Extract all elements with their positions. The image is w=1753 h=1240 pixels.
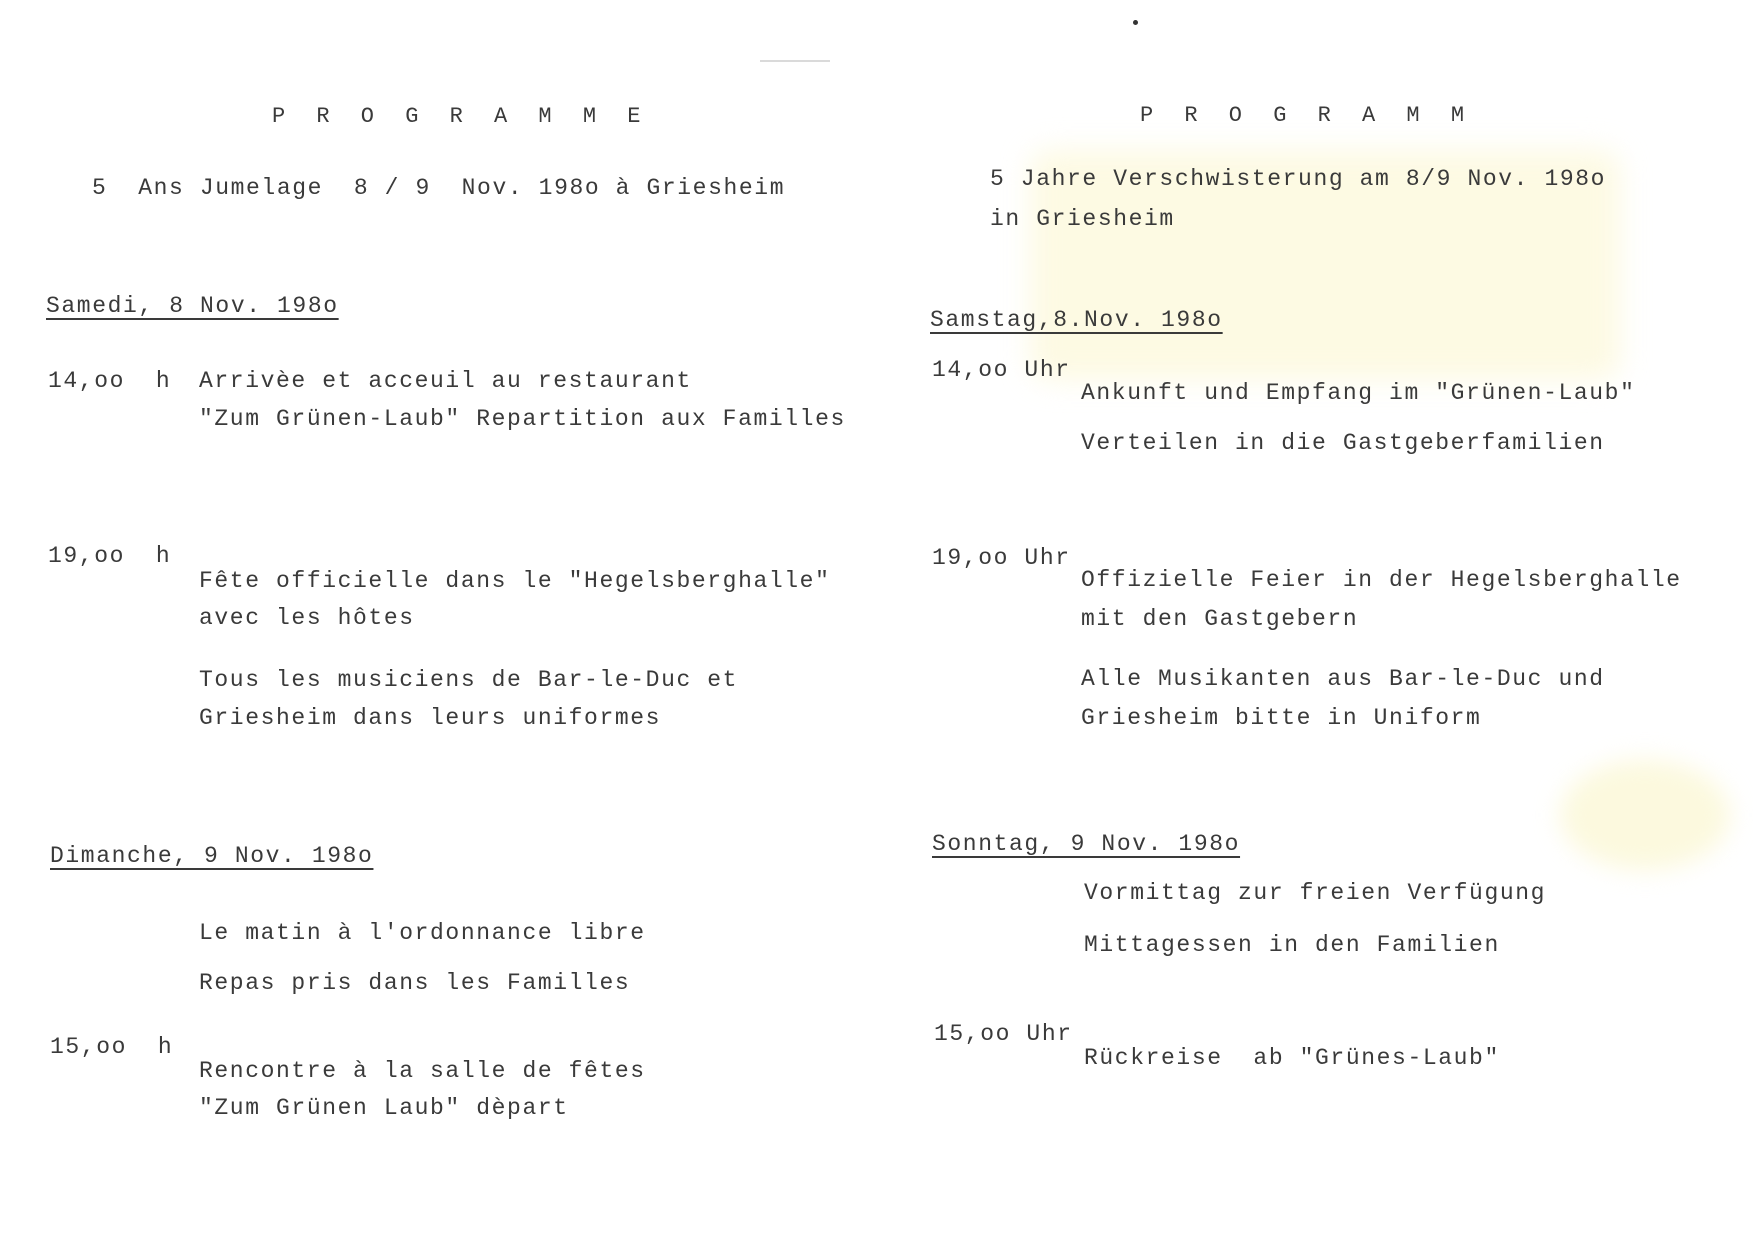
german-subtitle-line1: 5 Jahre Verschwisterung am 8/9 Nov. 198o	[990, 166, 1607, 192]
german-event1-line2: Verteilen in die Gastgeberfamilien	[1081, 430, 1605, 456]
german-event2-line4: Griesheim bitte in Uniform	[1081, 705, 1482, 731]
german-day1-heading: Samstag,8.Nov. 198o	[930, 307, 1223, 333]
french-day2-line2: Repas pris dans les Familles	[199, 970, 631, 996]
french-event1-line2: "Zum Grünen-Laub" Repartition aux Familles	[199, 406, 846, 432]
french-event3-time: 15,oo h	[50, 1034, 174, 1060]
paper-smudge	[760, 60, 830, 62]
french-event3-line1: Rencontre à la salle de fêtes	[199, 1058, 646, 1084]
french-event2-line1: Fête officielle dans le "Hegelsberghalle"	[199, 568, 831, 594]
german-event1-time: 14,oo Uhr	[932, 357, 1071, 383]
french-day2-heading: Dimanche, 9 Nov. 198o	[50, 843, 374, 869]
german-event1-line1: Ankunft und Empfang im "Grünen-Laub"	[1081, 380, 1636, 406]
german-title: P R O G R A M M	[1140, 103, 1474, 128]
french-event2-line3: Tous les musiciens de Bar-le-Duc et	[199, 667, 739, 693]
french-event1-time: 14,oo h	[48, 368, 172, 394]
french-event2-time: 19,oo h	[48, 543, 172, 569]
german-event3-line1: Rückreise ab "Grünes-Laub"	[1084, 1045, 1500, 1071]
german-day2-heading: Sonntag, 9 Nov. 198o	[932, 831, 1241, 857]
french-event1-line1: Arrivèe et acceuil au restaurant	[199, 368, 692, 394]
german-day2-line2: Mittagessen in den Familien	[1084, 932, 1500, 958]
french-title: P R O G R A M M E	[272, 104, 650, 129]
french-subtitle: 5 Ans Jumelage 8 / 9 Nov. 198o à Griesheim	[92, 175, 786, 201]
german-subtitle-line2: in Griesheim	[990, 206, 1175, 232]
german-event2-time: 19,oo Uhr	[932, 545, 1071, 571]
german-event2-line1: Offizielle Feier in der Hegelsberghalle	[1081, 567, 1682, 593]
german-event3-time: 15,oo Uhr	[934, 1021, 1073, 1047]
german-event2-line3: Alle Musikanten aus Bar-le-Duc und	[1081, 666, 1605, 692]
french-event3-line2: "Zum Grünen Laub" dèpart	[199, 1095, 569, 1121]
french-day2-line1: Le matin à l'ordonnance libre	[199, 920, 646, 946]
german-day2-line1: Vormittag zur freien Verfügung	[1084, 880, 1547, 906]
french-event2-line4: Griesheim dans leurs uniformes	[199, 705, 662, 731]
german-event2-line2: mit den Gastgebern	[1081, 606, 1359, 632]
ink-speck	[1133, 20, 1138, 25]
french-event2-line2: avec les hôtes	[199, 605, 415, 631]
paper-stain	[1560, 760, 1730, 870]
french-day1-heading: Samedi, 8 Nov. 198o	[46, 293, 339, 319]
